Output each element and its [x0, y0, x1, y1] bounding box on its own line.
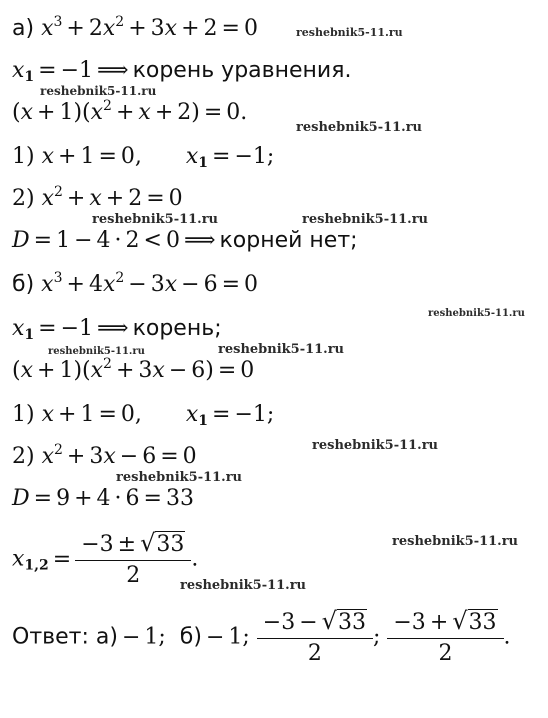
- watermark: reshebnik5-11.ru: [312, 438, 439, 453]
- roots-fraction: $\frac{-3 \pm √33}{2}$: [75, 530, 191, 589]
- watermark: reshebnik5-11.ru: [92, 212, 219, 227]
- line-b-factor: $(x + 1)(x^2 + 3x - 6) = 0$: [12, 356, 255, 383]
- watermark: reshebnik5-11.ru: [116, 470, 243, 485]
- answer-fraction-1: $\frac{-3 - √33}{2}$: [257, 608, 373, 667]
- line-b-roots: $x_{1,2}$ = $\frac{-3 \pm √33}{2}$ .: [12, 529, 199, 588]
- line-a-equation: а) $x^3 + 2x^2 + 3x + 2 = 0$: [12, 14, 258, 41]
- line-a-step1: 1) x + 1 = 0, $x_1 = -1$;: [12, 144, 275, 171]
- line-a-discriminant: D = 1 − 4 · 2 < 0 ⟹ корней нет;: [12, 228, 358, 253]
- line-a-step2: 2) $x^2 + x + 2 = 0$: [12, 184, 183, 211]
- watermark: reshebnik5-11.ru: [392, 534, 519, 549]
- watermark: reshebnik5-11.ru: [48, 346, 145, 357]
- watermark: reshebnik5-11.ru: [218, 342, 345, 357]
- watermark: reshebnik5-11.ru: [296, 120, 423, 135]
- answer-fraction-2: $\frac{-3 + √33}{2}$: [387, 608, 503, 667]
- line-b-step1: 1) x + 1 = 0, $x_1 = -1$;: [12, 402, 275, 429]
- line-b-step2: 2) $x^2 + 3x - 6 = 0$: [12, 442, 197, 469]
- answer-line: Ответ: а) − 1; б) − 1; $\frac{-3 - √33}{2}$ ; $\frac{-3 + √33}{2}$ .: [12, 607, 511, 666]
- watermark: reshebnik5-11.ru: [40, 84, 157, 98]
- line-a-root: $x_1 = -1$ ⟹ корень уравнения.: [12, 58, 352, 85]
- line-b-equation: б) $x^3 + 4x^2 - 3x - 6 = 0$: [12, 270, 259, 297]
- line-a-factor: $(x + 1)(x^2 + x + 2) = 0$.: [12, 98, 248, 125]
- line-b-root: $x_1 = -1$ ⟹ корень;: [12, 316, 222, 343]
- watermark: reshebnik5-11.ru: [296, 26, 403, 39]
- line-b-discriminant: D = 9 + 4 · 6 = 33: [12, 486, 194, 511]
- watermark: reshebnik5-11.ru: [302, 212, 429, 227]
- watermark: reshebnik5-11.ru: [428, 308, 525, 319]
- watermark: reshebnik5-11.ru: [180, 578, 307, 593]
